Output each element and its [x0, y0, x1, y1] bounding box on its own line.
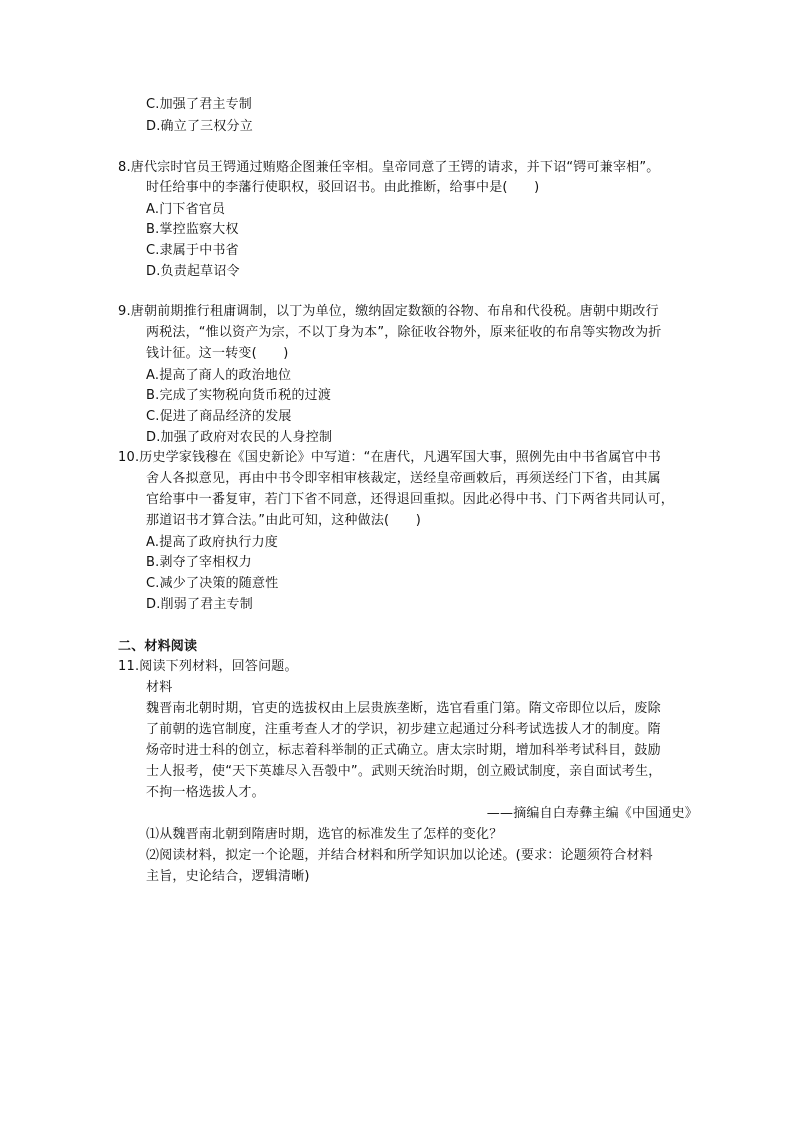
- q7-option-c: C.加强了君主专制: [146, 97, 253, 112]
- q11-material-line5: 不拘一格选拔人才。: [146, 785, 265, 800]
- q11-material-line1: 魏晋南北朝时期，官吏的选拔权由上层贵族垄断，选官看重门第。隋文帝即位以后，废除: [146, 701, 661, 716]
- q11-subquestion-2-line2: 主旨，史论结合，逻辑清晰): [146, 869, 310, 884]
- q11-stem: 11.阅读下列材料，回答问题。: [118, 659, 298, 674]
- q9-stem-line1: 9.唐朝前期推行租庸调制，以丁为单位，缴纳固定数额的谷物、布帛和代役税。唐朝中期改行: [118, 304, 659, 319]
- q10-option-a: A.提高了政府执行力度: [146, 535, 278, 550]
- q8-stem-line2: 时任给事中的李藩行使职权，驳回诏书。由此推断，给事中是( ): [146, 180, 540, 195]
- q10-option-b: B.剥夺了宰相权力: [146, 555, 252, 570]
- q7-option-d: D.确立了三权分立: [146, 119, 253, 134]
- q8-option-d: D.负责起草诏令: [146, 264, 240, 279]
- q9-option-d: D.加强了政府对农民的人身控制: [146, 430, 333, 445]
- q10-stem-line3: 官给事中一番复审，若门下省不同意，还得退回重拟。因此必得中书、门下两省共同认可，: [146, 492, 675, 507]
- q10-stem-line2: 舍人各拟意见，再由中书令即宰相审核裁定，送经皇帝画敕后，再须送经门下省，由其属: [146, 471, 661, 486]
- q10-option-d: D.削弱了君主专制: [146, 597, 253, 612]
- q9-option-a: A.提高了商人的政治地位: [146, 368, 292, 383]
- q8-option-a: A.门下省官员: [146, 202, 226, 217]
- q10-option-c: C.减少了决策的随意性: [146, 576, 279, 591]
- section-heading: 二、材料阅读: [118, 639, 198, 654]
- q11-subquestion-1: ⑴从魏晋南北朝到隋唐时期，选官的标准发生了怎样的变化？: [146, 827, 503, 842]
- q11-material-line4: 士人报考，使“天下英雄尽入吾彀中”。武则天统治时期，创立殿试制度，亲自面试考生，: [146, 764, 662, 779]
- q11-material-label: 材料: [146, 680, 173, 695]
- q11-source: ——摘编自白寿彝主编《中国通史》: [486, 806, 698, 821]
- q9-stem-line3: 钱计征。这一转变( ): [146, 346, 289, 361]
- q11-material-line3: 炀帝时进士科的创立，标志着科举制的正式确立。唐太宗时期，增加科举考试科目，鼓励: [146, 743, 661, 758]
- q9-option-c: C.促进了商品经济的发展: [146, 409, 292, 424]
- q9-option-b: B.完成了实物税向货币税的过渡: [146, 388, 332, 403]
- q10-stem-line1: 10.历史学家钱穆在《国史新论》中写道：“在唐代，凡遇军国大事，照例先由中书省属官中书: [118, 450, 662, 465]
- q8-option-b: B.掌控监察大权: [146, 222, 239, 237]
- q11-material-line2: 了前朝的选官制度，注重考查人才的学识，初步建立起通过分科考试选拔人才的制度。隋: [146, 722, 661, 737]
- q10-stem-line4: 那道诏书才算合法。”由此可知，这种做法( ): [146, 513, 421, 528]
- q8-stem-line1: 8.唐代宗时官员王锷通过贿赂企图兼任宰相。皇帝同意了王锷的请求，并下诏“锷可兼宰相”。: [118, 160, 660, 175]
- q11-subquestion-2-line1: ⑵阅读材料，拟定一个论题，并结合材料和所学知识加以论述。(要求：论题须符合材料: [146, 848, 653, 863]
- q9-stem-line2: 两税法，“惟以资产为宗，不以丁身为本”，除征收谷物外，原来征收的布帛等实物改为折: [146, 325, 662, 340]
- q8-option-c: C.隶属于中书省: [146, 243, 239, 258]
